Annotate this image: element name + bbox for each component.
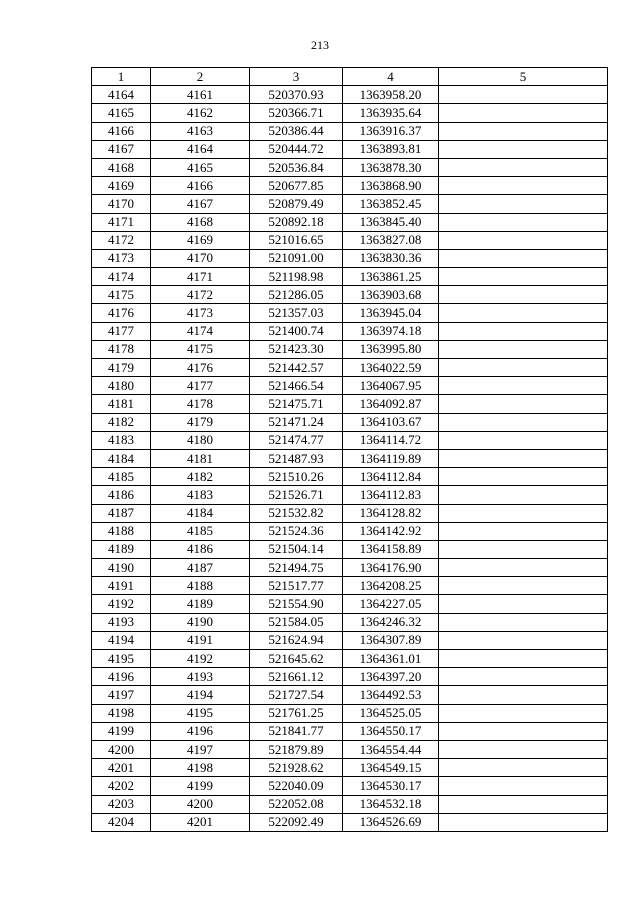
table-row bbox=[92, 722, 608, 740]
cell-y-coordinate: 1364103.67 bbox=[343, 413, 439, 431]
cell-note bbox=[439, 359, 608, 377]
cell-y-coordinate: 1363958.20 bbox=[343, 86, 439, 104]
cell-y-coordinate: 1363868.90 bbox=[343, 177, 439, 195]
cell-note bbox=[439, 158, 608, 176]
cell-point-number: 4182 bbox=[92, 413, 151, 431]
cell-x-coordinate: 520536.84 bbox=[250, 158, 343, 176]
cell-x-coordinate: 521624.94 bbox=[250, 631, 343, 649]
cell-note bbox=[439, 231, 608, 249]
cell-prev-number: 4172 bbox=[151, 286, 250, 304]
table-row bbox=[92, 86, 608, 104]
table-body bbox=[92, 86, 608, 832]
table-row bbox=[92, 177, 608, 195]
table-row bbox=[92, 631, 608, 649]
cell-note bbox=[439, 486, 608, 504]
cell-note bbox=[439, 104, 608, 122]
cell-y-coordinate: 1363861.25 bbox=[343, 268, 439, 286]
cell-y-coordinate: 1364112.83 bbox=[343, 486, 439, 504]
table-row bbox=[92, 286, 608, 304]
cell-prev-number: 4186 bbox=[151, 540, 250, 558]
table-row bbox=[92, 413, 608, 431]
cell-prev-number: 4199 bbox=[151, 777, 250, 795]
cell-prev-number: 4162 bbox=[151, 104, 250, 122]
cell-x-coordinate: 521661.12 bbox=[250, 668, 343, 686]
table-row bbox=[92, 268, 608, 286]
cell-note bbox=[439, 213, 608, 231]
page-number: 213 bbox=[311, 38, 329, 52]
cell-x-coordinate: 520370.93 bbox=[250, 86, 343, 104]
table-row bbox=[92, 595, 608, 613]
cell-point-number: 4201 bbox=[92, 759, 151, 777]
table-row bbox=[92, 777, 608, 795]
cell-y-coordinate: 1364550.17 bbox=[343, 722, 439, 740]
cell-note bbox=[439, 340, 608, 358]
cell-note bbox=[439, 140, 608, 158]
cell-y-coordinate: 1363935.64 bbox=[343, 104, 439, 122]
cell-prev-number: 4175 bbox=[151, 340, 250, 358]
cell-prev-number: 4165 bbox=[151, 158, 250, 176]
cell-note bbox=[439, 650, 608, 668]
table-row bbox=[92, 577, 608, 595]
table-row bbox=[92, 104, 608, 122]
cell-point-number: 4181 bbox=[92, 395, 151, 413]
column-header-1: 1 bbox=[92, 68, 151, 86]
cell-prev-number: 4201 bbox=[151, 813, 250, 831]
cell-point-number: 4195 bbox=[92, 650, 151, 668]
cell-prev-number: 4180 bbox=[151, 431, 250, 449]
cell-y-coordinate: 1364532.18 bbox=[343, 795, 439, 813]
column-header-2: 2 bbox=[151, 68, 250, 86]
cell-point-number: 4167 bbox=[92, 140, 151, 158]
cell-y-coordinate: 1363893.81 bbox=[343, 140, 439, 158]
cell-prev-number: 4184 bbox=[151, 504, 250, 522]
cell-x-coordinate: 521761.25 bbox=[250, 704, 343, 722]
coordinates-table bbox=[91, 67, 608, 832]
table-row bbox=[92, 122, 608, 140]
cell-note bbox=[439, 249, 608, 267]
cell-x-coordinate: 521841.77 bbox=[250, 722, 343, 740]
cell-point-number: 4176 bbox=[92, 304, 151, 322]
cell-note bbox=[439, 704, 608, 722]
cell-prev-number: 4188 bbox=[151, 577, 250, 595]
cell-point-number: 4179 bbox=[92, 359, 151, 377]
cell-point-number: 4164 bbox=[92, 86, 151, 104]
cell-y-coordinate: 1363878.30 bbox=[343, 158, 439, 176]
cell-y-coordinate: 1364067.95 bbox=[343, 377, 439, 395]
cell-note bbox=[439, 86, 608, 104]
cell-point-number: 4203 bbox=[92, 795, 151, 813]
cell-x-coordinate: 520386.44 bbox=[250, 122, 343, 140]
cell-note bbox=[439, 522, 608, 540]
cell-y-coordinate: 1364022.59 bbox=[343, 359, 439, 377]
cell-x-coordinate: 521466.54 bbox=[250, 377, 343, 395]
cell-x-coordinate: 521198.98 bbox=[250, 268, 343, 286]
cell-prev-number: 4169 bbox=[151, 231, 250, 249]
cell-x-coordinate: 521879.89 bbox=[250, 740, 343, 758]
cell-x-coordinate: 522040.09 bbox=[250, 777, 343, 795]
cell-x-coordinate: 521510.26 bbox=[250, 468, 343, 486]
cell-x-coordinate: 521091.00 bbox=[250, 249, 343, 267]
cell-y-coordinate: 1364114.72 bbox=[343, 431, 439, 449]
cell-x-coordinate: 521727.54 bbox=[250, 686, 343, 704]
cell-x-coordinate: 521532.82 bbox=[250, 504, 343, 522]
cell-y-coordinate: 1364246.32 bbox=[343, 613, 439, 631]
cell-x-coordinate: 521442.57 bbox=[250, 359, 343, 377]
cell-note bbox=[439, 686, 608, 704]
cell-point-number: 4189 bbox=[92, 540, 151, 558]
cell-point-number: 4169 bbox=[92, 177, 151, 195]
cell-note bbox=[439, 304, 608, 322]
cell-y-coordinate: 1364142.92 bbox=[343, 522, 439, 540]
cell-prev-number: 4166 bbox=[151, 177, 250, 195]
cell-point-number: 4185 bbox=[92, 468, 151, 486]
cell-x-coordinate: 521474.77 bbox=[250, 431, 343, 449]
cell-prev-number: 4170 bbox=[151, 249, 250, 267]
cell-y-coordinate: 1364128.82 bbox=[343, 504, 439, 522]
cell-y-coordinate: 1364119.89 bbox=[343, 449, 439, 467]
cell-note bbox=[439, 795, 608, 813]
cell-note bbox=[439, 595, 608, 613]
table-row bbox=[92, 522, 608, 540]
cell-y-coordinate: 1363945.04 bbox=[343, 304, 439, 322]
table-row bbox=[92, 740, 608, 758]
cell-x-coordinate: 521357.03 bbox=[250, 304, 343, 322]
cell-y-coordinate: 1364492.53 bbox=[343, 686, 439, 704]
cell-x-coordinate: 521494.75 bbox=[250, 559, 343, 577]
table-row bbox=[92, 158, 608, 176]
cell-prev-number: 4194 bbox=[151, 686, 250, 704]
cell-prev-number: 4195 bbox=[151, 704, 250, 722]
cell-point-number: 4202 bbox=[92, 777, 151, 795]
table-row bbox=[92, 704, 608, 722]
cell-prev-number: 4171 bbox=[151, 268, 250, 286]
cell-y-coordinate: 1364549.15 bbox=[343, 759, 439, 777]
column-header-3: 3 bbox=[250, 68, 343, 86]
table-row bbox=[92, 686, 608, 704]
cell-x-coordinate: 520366.71 bbox=[250, 104, 343, 122]
cell-y-coordinate: 1363827.08 bbox=[343, 231, 439, 249]
cell-note bbox=[439, 468, 608, 486]
table-row bbox=[92, 795, 608, 813]
cell-note bbox=[439, 631, 608, 649]
cell-prev-number: 4189 bbox=[151, 595, 250, 613]
table-row bbox=[92, 213, 608, 231]
cell-prev-number: 4192 bbox=[151, 650, 250, 668]
cell-prev-number: 4176 bbox=[151, 359, 250, 377]
cell-point-number: 4197 bbox=[92, 686, 151, 704]
table-row bbox=[92, 304, 608, 322]
cell-point-number: 4187 bbox=[92, 504, 151, 522]
cell-point-number: 4175 bbox=[92, 286, 151, 304]
header-row bbox=[92, 68, 608, 86]
cell-point-number: 4199 bbox=[92, 722, 151, 740]
cell-y-coordinate: 1364525.05 bbox=[343, 704, 439, 722]
cell-point-number: 4200 bbox=[92, 740, 151, 758]
cell-y-coordinate: 1363974.18 bbox=[343, 322, 439, 340]
table-row bbox=[92, 140, 608, 158]
cell-point-number: 4173 bbox=[92, 249, 151, 267]
cell-prev-number: 4182 bbox=[151, 468, 250, 486]
cell-note bbox=[439, 413, 608, 431]
cell-y-coordinate: 1364526.69 bbox=[343, 813, 439, 831]
cell-y-coordinate: 1363852.45 bbox=[343, 195, 439, 213]
cell-x-coordinate: 521554.90 bbox=[250, 595, 343, 613]
cell-prev-number: 4161 bbox=[151, 86, 250, 104]
table-row bbox=[92, 613, 608, 631]
cell-prev-number: 4191 bbox=[151, 631, 250, 649]
cell-y-coordinate: 1363916.37 bbox=[343, 122, 439, 140]
cell-point-number: 4183 bbox=[92, 431, 151, 449]
cell-x-coordinate: 521487.93 bbox=[250, 449, 343, 467]
cell-x-coordinate: 521584.05 bbox=[250, 613, 343, 631]
cell-x-coordinate: 521526.71 bbox=[250, 486, 343, 504]
cell-point-number: 4193 bbox=[92, 613, 151, 631]
cell-x-coordinate: 520677.85 bbox=[250, 177, 343, 195]
table-row bbox=[92, 468, 608, 486]
cell-prev-number: 4197 bbox=[151, 740, 250, 758]
cell-note bbox=[439, 759, 608, 777]
cell-prev-number: 4187 bbox=[151, 559, 250, 577]
table-row bbox=[92, 322, 608, 340]
cell-y-coordinate: 1364208.25 bbox=[343, 577, 439, 595]
cell-point-number: 4177 bbox=[92, 322, 151, 340]
cell-x-coordinate: 521016.65 bbox=[250, 231, 343, 249]
cell-y-coordinate: 1363830.36 bbox=[343, 249, 439, 267]
cell-point-number: 4165 bbox=[92, 104, 151, 122]
cell-x-coordinate: 521471.24 bbox=[250, 413, 343, 431]
table-row bbox=[92, 650, 608, 668]
cell-y-coordinate: 1364112.84 bbox=[343, 468, 439, 486]
cell-y-coordinate: 1364554.44 bbox=[343, 740, 439, 758]
table-row bbox=[92, 504, 608, 522]
column-header-5: 5 bbox=[439, 68, 608, 86]
cell-x-coordinate: 521475.71 bbox=[250, 395, 343, 413]
cell-point-number: 4172 bbox=[92, 231, 151, 249]
cell-x-coordinate: 521286.05 bbox=[250, 286, 343, 304]
cell-point-number: 4170 bbox=[92, 195, 151, 213]
cell-note bbox=[439, 740, 608, 758]
table-row bbox=[92, 540, 608, 558]
cell-x-coordinate: 521645.62 bbox=[250, 650, 343, 668]
cell-note bbox=[439, 322, 608, 340]
table-header bbox=[92, 68, 608, 86]
cell-x-coordinate: 522092.49 bbox=[250, 813, 343, 831]
column-header-4: 4 bbox=[343, 68, 439, 86]
cell-x-coordinate: 521423.30 bbox=[250, 340, 343, 358]
cell-x-coordinate: 521524.36 bbox=[250, 522, 343, 540]
cell-point-number: 4188 bbox=[92, 522, 151, 540]
cell-point-number: 4168 bbox=[92, 158, 151, 176]
cell-x-coordinate: 521504.14 bbox=[250, 540, 343, 558]
cell-note bbox=[439, 668, 608, 686]
table-row bbox=[92, 340, 608, 358]
cell-x-coordinate: 522052.08 bbox=[250, 795, 343, 813]
cell-point-number: 4192 bbox=[92, 595, 151, 613]
table-row bbox=[92, 668, 608, 686]
cell-x-coordinate: 520892.18 bbox=[250, 213, 343, 231]
table-row bbox=[92, 559, 608, 577]
cell-point-number: 4204 bbox=[92, 813, 151, 831]
cell-note bbox=[439, 613, 608, 631]
table-row bbox=[92, 195, 608, 213]
cell-point-number: 4191 bbox=[92, 577, 151, 595]
cell-prev-number: 4200 bbox=[151, 795, 250, 813]
cell-point-number: 4171 bbox=[92, 213, 151, 231]
table-row bbox=[92, 449, 608, 467]
cell-prev-number: 4193 bbox=[151, 668, 250, 686]
cell-point-number: 4174 bbox=[92, 268, 151, 286]
cell-note bbox=[439, 286, 608, 304]
cell-note bbox=[439, 577, 608, 595]
cell-prev-number: 4167 bbox=[151, 195, 250, 213]
cell-point-number: 4184 bbox=[92, 449, 151, 467]
cell-y-coordinate: 1363845.40 bbox=[343, 213, 439, 231]
cell-note bbox=[439, 504, 608, 522]
cell-note bbox=[439, 813, 608, 831]
cell-point-number: 4198 bbox=[92, 704, 151, 722]
cell-point-number: 4196 bbox=[92, 668, 151, 686]
cell-prev-number: 4183 bbox=[151, 486, 250, 504]
cell-note bbox=[439, 195, 608, 213]
cell-note bbox=[439, 722, 608, 740]
cell-note bbox=[439, 268, 608, 286]
cell-note bbox=[439, 559, 608, 577]
cell-y-coordinate: 1364361.01 bbox=[343, 650, 439, 668]
table-row bbox=[92, 486, 608, 504]
cell-point-number: 4194 bbox=[92, 631, 151, 649]
cell-note bbox=[439, 377, 608, 395]
cell-y-coordinate: 1363995.80 bbox=[343, 340, 439, 358]
cell-point-number: 4186 bbox=[92, 486, 151, 504]
table-row bbox=[92, 231, 608, 249]
cell-prev-number: 4163 bbox=[151, 122, 250, 140]
cell-x-coordinate: 521400.74 bbox=[250, 322, 343, 340]
cell-x-coordinate: 521517.77 bbox=[250, 577, 343, 595]
cell-y-coordinate: 1364227.05 bbox=[343, 595, 439, 613]
cell-prev-number: 4196 bbox=[151, 722, 250, 740]
cell-point-number: 4180 bbox=[92, 377, 151, 395]
cell-prev-number: 4164 bbox=[151, 140, 250, 158]
cell-y-coordinate: 1364307.89 bbox=[343, 631, 439, 649]
table-row bbox=[92, 813, 608, 831]
cell-note bbox=[439, 122, 608, 140]
cell-point-number: 4166 bbox=[92, 122, 151, 140]
cell-prev-number: 4179 bbox=[151, 413, 250, 431]
cell-y-coordinate: 1363903.68 bbox=[343, 286, 439, 304]
table-row bbox=[92, 431, 608, 449]
cell-point-number: 4190 bbox=[92, 559, 151, 577]
cell-note bbox=[439, 777, 608, 795]
cell-note bbox=[439, 449, 608, 467]
cell-x-coordinate: 520879.49 bbox=[250, 195, 343, 213]
cell-x-coordinate: 521928.62 bbox=[250, 759, 343, 777]
cell-prev-number: 4198 bbox=[151, 759, 250, 777]
cell-y-coordinate: 1364176.90 bbox=[343, 559, 439, 577]
cell-x-coordinate: 520444.72 bbox=[250, 140, 343, 158]
cell-prev-number: 4173 bbox=[151, 304, 250, 322]
cell-note bbox=[439, 431, 608, 449]
cell-y-coordinate: 1364530.17 bbox=[343, 777, 439, 795]
cell-prev-number: 4178 bbox=[151, 395, 250, 413]
table-row bbox=[92, 359, 608, 377]
cell-note bbox=[439, 540, 608, 558]
cell-prev-number: 4190 bbox=[151, 613, 250, 631]
cell-prev-number: 4168 bbox=[151, 213, 250, 231]
cell-y-coordinate: 1364158.89 bbox=[343, 540, 439, 558]
cell-point-number: 4178 bbox=[92, 340, 151, 358]
table-row bbox=[92, 759, 608, 777]
cell-note bbox=[439, 395, 608, 413]
cell-prev-number: 4181 bbox=[151, 449, 250, 467]
cell-y-coordinate: 1364397.20 bbox=[343, 668, 439, 686]
cell-prev-number: 4185 bbox=[151, 522, 250, 540]
cell-prev-number: 4177 bbox=[151, 377, 250, 395]
cell-y-coordinate: 1364092.87 bbox=[343, 395, 439, 413]
cell-prev-number: 4174 bbox=[151, 322, 250, 340]
table-row bbox=[92, 249, 608, 267]
table-row bbox=[92, 377, 608, 395]
table-row bbox=[92, 395, 608, 413]
cell-note bbox=[439, 177, 608, 195]
